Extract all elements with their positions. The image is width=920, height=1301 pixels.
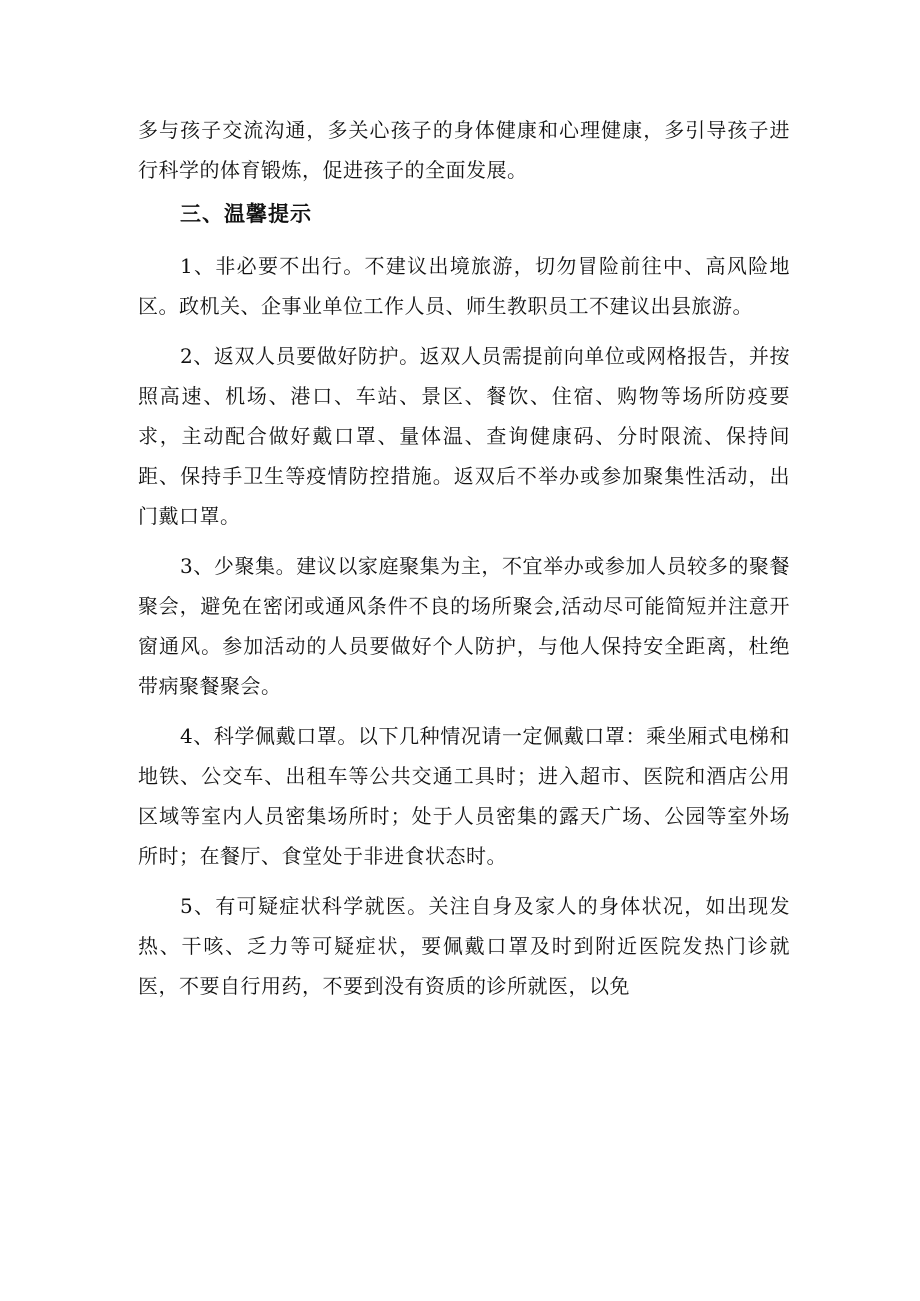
tip-paragraph-5: 5、有可疑症状科学就医。关注自身及家人的身体状况，如出现发热、干咳、乏力等可疑症状，要佩戴口罩及时到附近医院发热门诊就医，不要自行用药，不要到没有资质的诊所就医，以免 <box>138 894 790 998</box>
intro-paragraph: 多与孩子交流沟通，多关心孩子的身体健康和心理健康，多引导孩子进行科学的体育锻炼，促进孩子的全面发展。 <box>138 118 790 182</box>
tip-paragraph-3: 3、少聚集。建议以家庭聚集为主，不宜举办或参加人员较多的聚餐聚会，避免在密闭或通风条件不良的场所聚会,活动尽可能简短并注意开窗通风。参加活动的人员要做好个人防护，与他人保持安全距离，杜绝带病聚餐聚会。 <box>138 554 790 698</box>
document-page <box>138 110 790 1016</box>
tip-paragraph-4: 4、科学佩戴口罩。以下几种情况请一定佩戴口罩：乘坐厢式电梯和地铁、公交车、出租车等公共交通工具时；进入超市、医院和酒店公用区域等室内人员密集场所时；处于人员密集的露天广场、公园等室外场所时；在餐厅、食堂处于非进食状态时。 <box>138 724 790 868</box>
section-heading: 三、温馨提示 <box>180 202 312 226</box>
tip-paragraph-1: 1、非必要不出行。不建议出境旅游，切勿冒险前往中、高风险地区。政机关、企事业单位工作人员、师生教职员工不建议出县旅游。 <box>138 254 790 318</box>
tip-paragraph-2: 2、返双人员要做好防护。返双人员需提前向单位或网格报告，并按照高速、机场、港口、车站、景区、餐饮、住宿、购物等场所防疫要求，主动配合做好戴口罩、量体温、查询健康码、分时限流、保持间距、保持手卫生等疫情防控措施。返双后不举办或参加聚集性活动，出门戴口罩。 <box>138 344 790 528</box>
